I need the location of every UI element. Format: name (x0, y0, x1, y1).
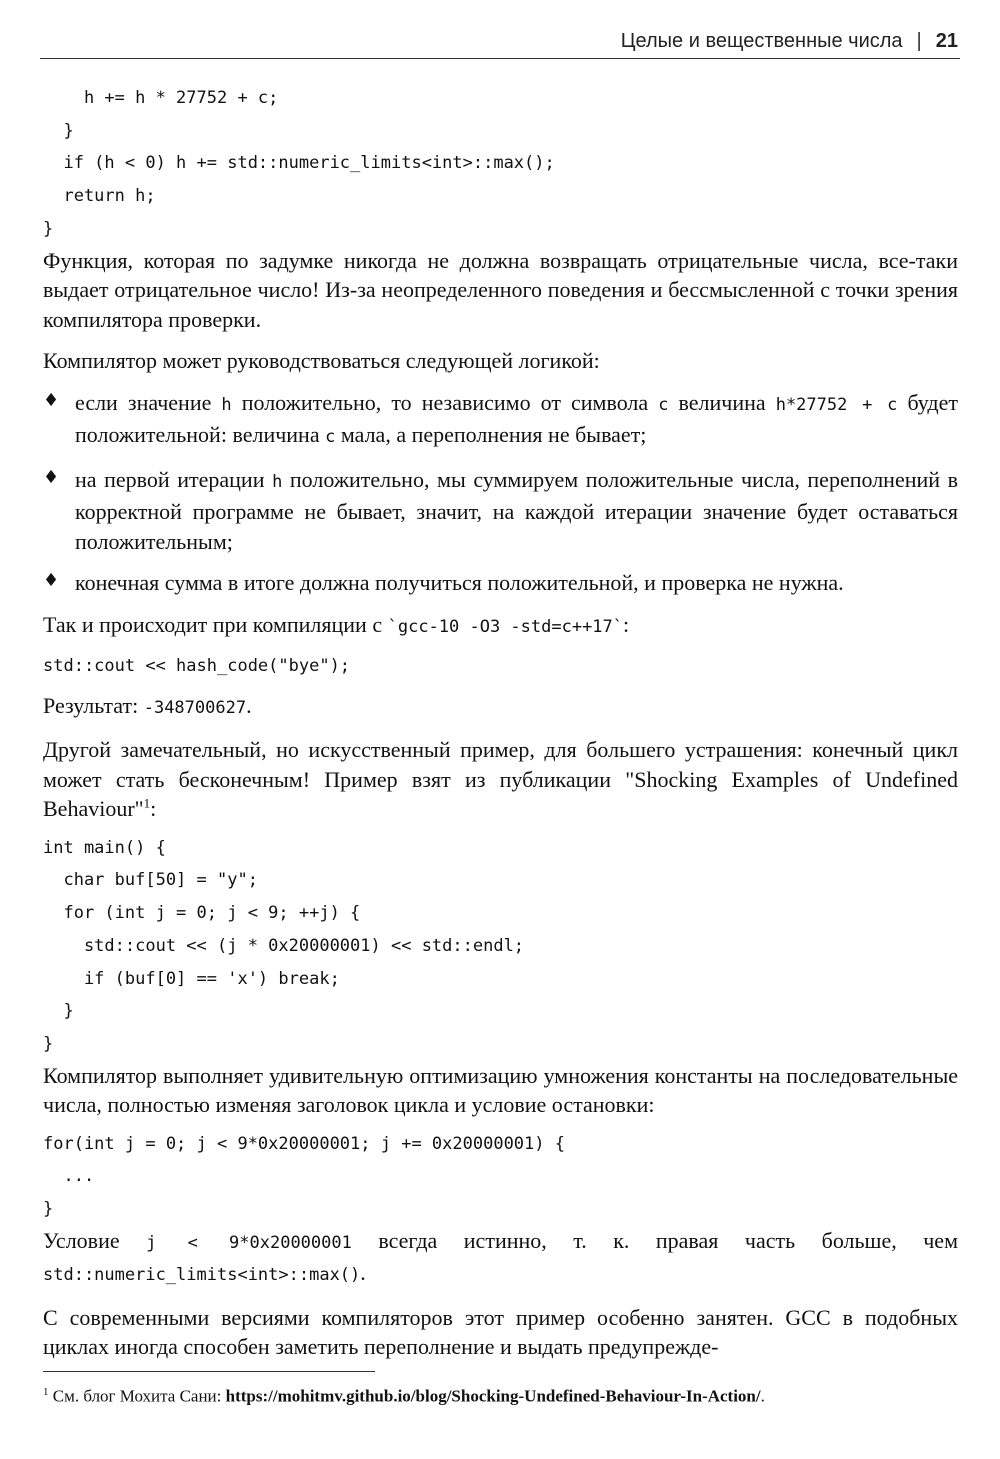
list-item (43, 465, 958, 557)
list-item (43, 388, 958, 453)
paragraph-1: Функция, которая по задумке никогда не должна возвращать отрицательные числа, все-таки выдает отрицательное число! Из-за неопределенного поведения и бессмысленной с точки зрения компилятора проверки. (43, 247, 958, 332)
footnote-link[interactable]: https://mohitmv.github.io/blog/Shocking-Undefined-Behaviour-In-Action/ (225, 1386, 761, 1406)
code-line: } (43, 1033, 54, 1054)
section-title: Целые и вещественные числа (620, 30, 903, 52)
code-line: int main() { (43, 837, 166, 858)
diamond-bullet-icon: ♦ (43, 466, 60, 488)
code-line-cout: std::cout << hash_code("bye"); (43, 656, 351, 677)
code-block-3 (43, 1128, 958, 1226)
diamond-bullet-icon: ♦ (43, 389, 60, 411)
footnote-divider (43, 1371, 375, 1372)
code-line: if (buf[0] == 'x') break; (43, 968, 340, 989)
paragraph-3: Так и происходит при компиляции с `gcc-10 -O3 -std=c++17`: (43, 611, 630, 637)
code-line: } (43, 120, 74, 141)
footnote: $^1$ См. блог Мохита Сани: https://mohitmv.github.io/blog/Shocking-Undefined-Behaviour-In-Action/. (43, 1386, 765, 1406)
diamond-bullet-icon: ♦ (43, 570, 60, 592)
code-line: ... (43, 1166, 95, 1187)
running-header (40, 30, 960, 59)
footnote-reference[interactable]: 1 (143, 795, 151, 811)
header-separator: | (916, 30, 922, 52)
logic-list (43, 388, 958, 598)
code-line: h += h * 27752 + c; (43, 88, 279, 108)
page-number: 21 (935, 30, 958, 52)
list-item (43, 568, 958, 598)
paragraph-4: Другой замечательный, но искусственный пример, для большего устрашения: конечный цикл может стать бесконечным! Пример взят из публикации "Shocking Examples of Undefined Behaviour"$^1$: (43, 737, 958, 822)
paragraph-2: Компилятор может руководствоваться следующей логикой: (43, 348, 600, 374)
code-line: } (43, 1199, 54, 1220)
code-line: std::cout << (j * 0x20000001) << std::endl; (43, 935, 525, 956)
code-block-1 (43, 82, 958, 246)
list-item-text: если значение h положительно, то независимо от символа c величина h*27752 + c будет положительной: величина c мала, а переполнения не бывает; (75, 389, 958, 448)
list-item-text: конечная сумма в итоге должна получиться положительной, и проверка не нужна. (75, 570, 844, 596)
code-block-2 (43, 832, 958, 1061)
paragraph-result: Результат: -348700627. (43, 692, 252, 718)
footnote-marker: 1 (43, 1386, 49, 1398)
code-line: if (h < 0) h += std::numeric_limits<int>::max(); (43, 153, 555, 174)
paragraph-7: С современными версиями компиляторов этот пример особенно занятен. GCC в подобных циклах иногда способен заметить переполнение и выдать предупрежде- (43, 1304, 958, 1360)
code-line: } (43, 1001, 74, 1022)
code-line: } (43, 218, 54, 239)
code-line: return h; (43, 186, 156, 207)
code-line: for(int j = 0; j < 9*0x20000001; j += 0x20000001) { (43, 1133, 565, 1154)
code-line: for (int j = 0; j < 9; ++j) { (43, 903, 361, 924)
paragraph-5: Компилятор выполняет удивительную оптимизацию умножения константы на последовательные числа, полностью изменяя заголовок цикла и условие остановки: (43, 1062, 958, 1118)
code-line: char buf[50] = "y"; (43, 870, 258, 891)
paragraph-6: Условие j < 9*0x20000001 всегда истинно, т. к. правая часть больше, чем std::numeric_limits<int>::max(). (43, 1227, 958, 1286)
list-item-text: на первой итерации h положительно, мы суммируем положительные числа, переполнений в корректной программе не бывает, значит, на каждой итерации значение будет оставаться положительным; (75, 466, 959, 554)
page-body (43, 82, 958, 1362)
